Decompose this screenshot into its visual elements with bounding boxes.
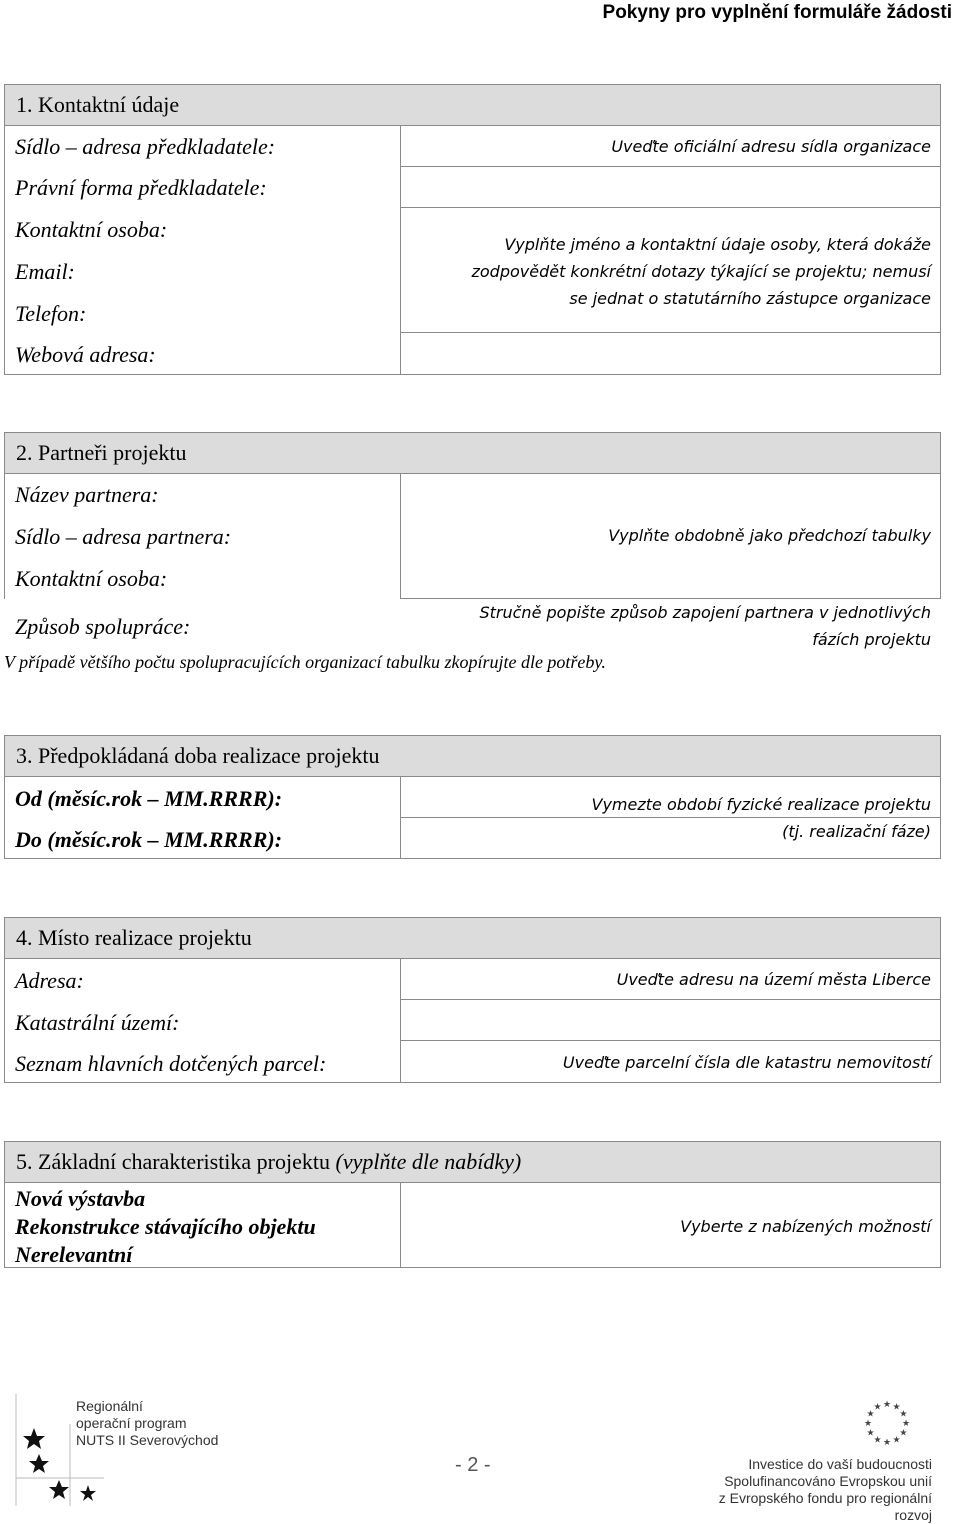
- rop-logo-text: Regionální operační program NUTS II Severovýchod: [76, 1398, 219, 1448]
- page-header-title: Pokyny pro vyplnění formuláře žádosti: [602, 2, 952, 23]
- label-email: Email:: [15, 259, 75, 284]
- section-characteristics: [4, 1141, 941, 1268]
- section-title: [4, 1141, 941, 1183]
- hint-contact-1: Vyplňte jméno a kontaktní údaje osoby, která dokáže: [504, 235, 931, 254]
- option-reconstruction: Rekonstrukce stávajícího objektu: [15, 1214, 316, 1239]
- hint-address: Uveďte oficiální adresu sídla organizace: [611, 137, 931, 156]
- label-cadastral: Katastrální území:: [15, 1010, 180, 1035]
- cadastral-field[interactable]: [400, 999, 941, 1041]
- labels-column: [4, 125, 401, 375]
- eu-star: ★: [863, 1418, 873, 1428]
- section-title: 1. Kontaktní údaje: [4, 84, 941, 126]
- label-phone: Telefon:: [15, 301, 87, 326]
- legal-form-field[interactable]: [400, 166, 941, 208]
- eu-star: ★: [882, 1399, 892, 1409]
- label-legal-form: Právní forma předkladatele:: [15, 175, 267, 200]
- eu-star: ★: [892, 1401, 901, 1412]
- eu-logo: [860, 1396, 914, 1450]
- section-title-note: (vyplňte dle nabídky): [335, 1149, 522, 1174]
- eu-star: ★: [882, 1437, 892, 1447]
- hint-duration-1: Vymezte období fyzické realizace projektu: [591, 795, 931, 814]
- section-partners: [4, 432, 941, 672]
- eu-star: ★: [901, 1418, 911, 1428]
- section-title: 4. Místo realizace projektu: [4, 917, 941, 959]
- web-field[interactable]: [400, 332, 941, 375]
- eu-logo-text: Investice do vaší budoucnosti Spolufinancováno Evropskou unií z Evropského fondu pro regionální rozvoj: [718, 1456, 932, 1523]
- eu-star: ★: [892, 1434, 901, 1445]
- page-number: - 2 -: [455, 1454, 491, 1476]
- option-new-build: Nová výstavba: [15, 1186, 146, 1211]
- label-from: Od (měsíc.rok – MM.RRRR):: [15, 786, 283, 811]
- label-cooperation: Způsob spolupráce:: [15, 614, 191, 639]
- label-parcels: Seznam hlavních dotčených parcel:: [15, 1051, 327, 1076]
- label-partner-name: Název partnera:: [15, 482, 159, 507]
- section-title-main: 5. Základní charakteristika projektu: [16, 1149, 336, 1174]
- label-contact-person: Kontaktní osoba:: [15, 217, 168, 242]
- hint-parcels: Uveďte parcelní čísla dle katastru nemovitostí: [562, 1053, 931, 1072]
- label-address: Sídlo – adresa předkladatele:: [15, 134, 276, 159]
- rop-logo: [14, 1394, 74, 1504]
- option-not-relevant: Nerelevantní: [15, 1242, 133, 1267]
- eu-star: ★: [866, 1408, 875, 1419]
- section-location: [4, 917, 941, 1083]
- label-web: Webová adresa:: [15, 342, 156, 367]
- eu-star: ★: [873, 1434, 882, 1445]
- label-address: Adresa:: [15, 968, 84, 993]
- eu-star: ★: [899, 1408, 908, 1419]
- hint-choose: Vyberte z nabízených možností: [680, 1217, 931, 1236]
- hint-duration-2: (tj. realizační fáze): [782, 822, 931, 841]
- hint-address: Uveďte adresu na území města Liberce: [616, 970, 931, 989]
- hint-same-as-previous: Vyplňte obdobně jako předchozí tabulky: [608, 526, 931, 545]
- section-title: 2. Partneři projektu: [4, 432, 941, 474]
- label-partner-contact: Kontaktní osoba:: [15, 566, 168, 591]
- eu-star: ★: [866, 1427, 875, 1438]
- section-contact: [4, 84, 941, 375]
- section-title: 3. Předpokládaná doba realizace projektu: [4, 735, 941, 777]
- copy-table-note: V případě většího počtu spolupracujících organizací tabulku zkopírujte dle potřeby.: [4, 652, 606, 672]
- label-partner-address: Sídlo – adresa partnera:: [15, 524, 232, 549]
- eu-star: ★: [873, 1401, 882, 1412]
- hint-contact-3: se jednat o statutárního zástupce organizace: [569, 289, 931, 308]
- eu-star: ★: [899, 1427, 908, 1438]
- hint-cooperation-1: Stručně popište způsob zapojení partnera v jednotlivých: [479, 603, 931, 622]
- eu-stars-icon: [860, 1396, 914, 1450]
- hint-cooperation-2: fázích projektu: [812, 630, 931, 649]
- section-duration: [4, 735, 941, 859]
- label-to: Do (měsíc.rok – MM.RRRR):: [15, 827, 283, 852]
- hint-contact-2: zodpovědět konkrétní dotazy týkající se projektu; nemusí: [471, 262, 931, 281]
